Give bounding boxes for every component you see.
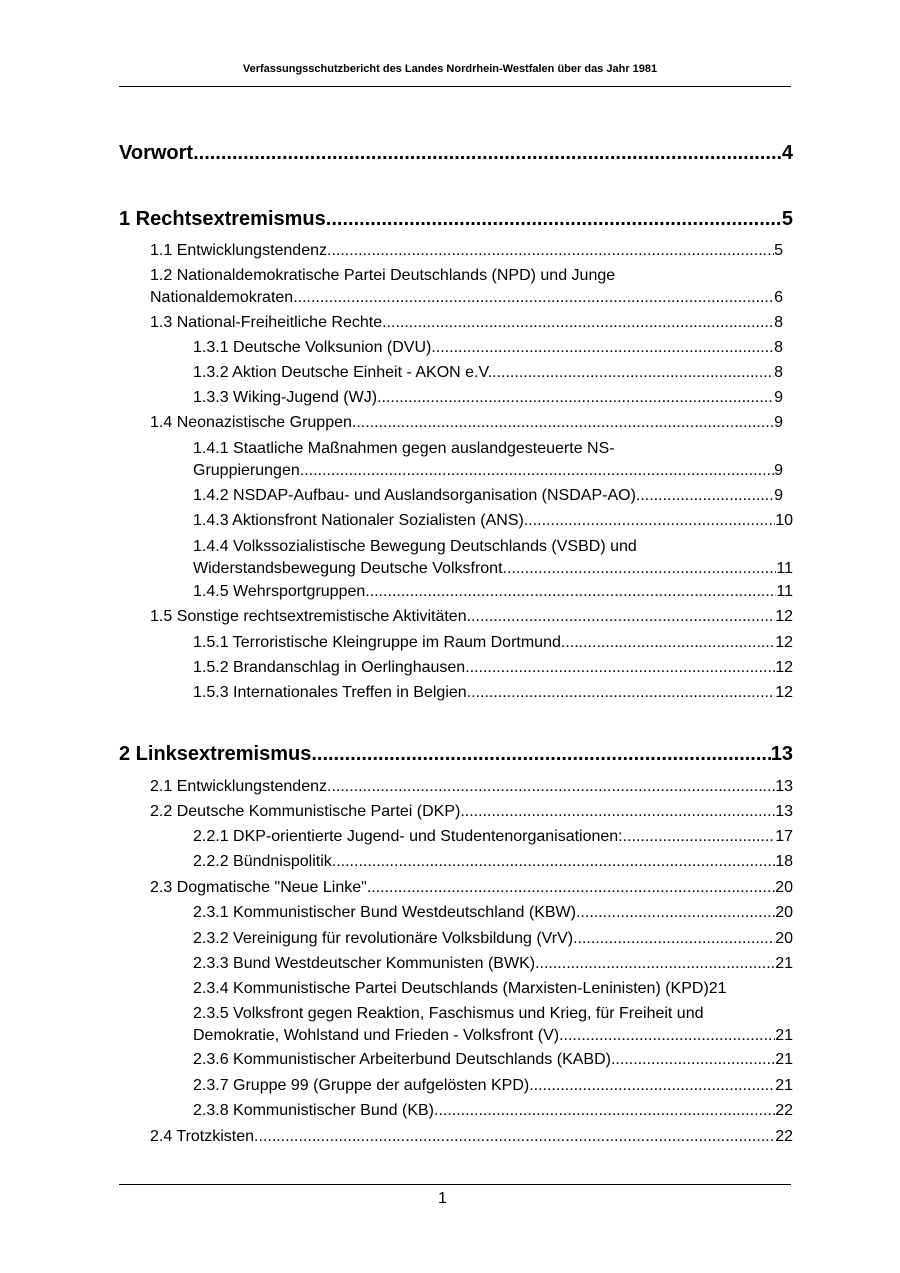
toc-entry-title: 1.5.2 Brandanschlag in Oerlinghausen bbox=[193, 659, 466, 676]
document-title: Verfassungsschutzbericht des Landes Nordrhein-Westfalen über das Jahr 1981 bbox=[242, 63, 658, 75]
toc-leader bbox=[332, 851, 775, 873]
toc-leader bbox=[561, 632, 775, 654]
toc-leader bbox=[293, 287, 774, 309]
toc-entry-1-3-2[interactable] bbox=[193, 362, 783, 384]
toc-leader bbox=[327, 240, 774, 262]
toc-entry-2-3[interactable] bbox=[150, 877, 793, 899]
toc-entry-2-3-5[interactable] bbox=[193, 1003, 793, 1047]
toc-page-number: 8 bbox=[774, 314, 783, 331]
toc-page-number: 10 bbox=[775, 512, 793, 529]
toc-entry-2-3-6[interactable] bbox=[193, 1049, 793, 1071]
toc-entry-1-4-4[interactable] bbox=[193, 536, 793, 580]
toc-entry-title: 2 Linksextremismus bbox=[119, 743, 312, 765]
toc-entry-2-3-8[interactable] bbox=[193, 1100, 793, 1122]
toc-leader bbox=[524, 510, 775, 532]
toc-leader bbox=[559, 1025, 775, 1047]
toc-entry-title: 2.2 Deutsche Kommunistische Partei (DKP) bbox=[150, 803, 461, 820]
toc-entry-title: 1.3.3 Wiking-Jugend (WJ) bbox=[193, 389, 378, 406]
toc-entry-title-line: 1.4.1 Staatliche Maßnahmen gegen auslandgesteuerte NS- bbox=[193, 440, 615, 457]
toc-entry-2-1[interactable] bbox=[150, 776, 793, 798]
toc-page-number: 22 bbox=[775, 1128, 793, 1145]
toc-entry-title: 1.4 Neonazistische Gruppen bbox=[150, 414, 352, 431]
toc-entry-1-3-3[interactable] bbox=[193, 387, 783, 409]
toc-entry-1-5[interactable] bbox=[150, 606, 793, 628]
page-number: 1 bbox=[438, 1190, 447, 1207]
toc-entry-1-4-5[interactable] bbox=[193, 581, 793, 603]
toc-leader bbox=[327, 776, 775, 798]
toc-page-number: 9 bbox=[774, 389, 783, 406]
toc-leader bbox=[636, 485, 774, 507]
toc-page-number: 9 bbox=[774, 487, 783, 504]
toc-entry-2-2[interactable] bbox=[150, 801, 793, 823]
toc-entry-title: 1.3 National-Freiheitliche Rechte bbox=[150, 314, 383, 331]
toc-page-number: 6 bbox=[774, 289, 783, 306]
toc-entry-title-line: 1.4.4 Volkssozialistische Bewegung Deutschlands (VSBD) und bbox=[193, 538, 637, 555]
toc-entry-title: 2.3.7 Gruppe 99 (Gruppe der aufgelösten KPD) bbox=[193, 1077, 530, 1094]
toc-entry-title: 1.4.2 NSDAP-Aufbau- und Auslandsorganisation (NSDAP-AO) bbox=[193, 487, 636, 504]
toc-leader bbox=[311, 742, 770, 766]
toc-leader bbox=[434, 1100, 775, 1122]
toc-entry-title: 2.4 Trotzkisten bbox=[150, 1128, 255, 1145]
toc-leader bbox=[460, 801, 775, 823]
toc-page-number: 8 bbox=[774, 339, 783, 356]
toc-page-number: 11 bbox=[776, 560, 793, 577]
toc-page-number: 21 bbox=[775, 1077, 793, 1094]
toc-page-number: 21 bbox=[708, 980, 727, 997]
toc-entry-title-line: 1.2 Nationaldemokratische Partei Deutschlands (NPD) und Junge bbox=[150, 267, 616, 284]
toc-entry-title: 1.4.5 Wehrsportgruppen bbox=[193, 583, 366, 600]
toc-page-number: 12 bbox=[775, 608, 793, 625]
toc-leader bbox=[576, 902, 775, 924]
toc-entry-1-2[interactable] bbox=[150, 265, 783, 309]
toc-page-number: 13 bbox=[775, 778, 793, 795]
toc-page-number: 11 bbox=[776, 583, 793, 600]
toc-leader bbox=[465, 657, 775, 679]
toc-entry-title: 1.5.3 Internationales Treffen in Belgien bbox=[193, 684, 467, 701]
toc-page-number: 21 bbox=[775, 1027, 793, 1044]
toc-leader bbox=[367, 877, 775, 899]
toc-entry-title: 1.3.1 Deutsche Volksunion (DVU) bbox=[193, 339, 432, 356]
toc-entry-1-1[interactable] bbox=[150, 240, 783, 262]
toc-entry-title: 2.3.2 Vereinigung für revolutionäre Volksbildung (VrV) bbox=[193, 930, 574, 947]
toc-entry-1-4-1[interactable] bbox=[193, 438, 783, 482]
toc-entry-1-5-3[interactable] bbox=[193, 682, 793, 704]
toc-page-number: 5 bbox=[774, 242, 783, 259]
toc-page-number: 13 bbox=[770, 743, 793, 765]
toc-leader bbox=[382, 312, 774, 334]
toc-entry-chapter-2[interactable] bbox=[119, 742, 793, 766]
toc-leader bbox=[623, 826, 776, 848]
toc-entry-title: 2.3.6 Kommunistischer Arbeiterbund Deutschlands (KABD) bbox=[193, 1051, 611, 1068]
toc-leader bbox=[365, 581, 776, 603]
toc-entry-title: 2.3.1 Kommunistischer Bund Westdeutschland (KBW) bbox=[193, 904, 576, 921]
toc-leader bbox=[573, 928, 775, 950]
toc-page-number: 12 bbox=[775, 634, 793, 651]
toc-leader bbox=[254, 1126, 775, 1148]
toc-entry-2-2-2[interactable] bbox=[193, 851, 793, 873]
toc-page-number: 21 bbox=[775, 955, 793, 972]
toc-entry-vorwort[interactable] bbox=[119, 141, 793, 165]
toc-page-number: 22 bbox=[775, 1102, 793, 1119]
toc-entry-1-4-3[interactable] bbox=[193, 510, 793, 532]
toc-leader bbox=[535, 953, 775, 975]
toc-leader bbox=[193, 141, 782, 165]
toc-entry-title: 2.3.8 Kommunistischer Bund (KB) bbox=[193, 1102, 434, 1119]
toc-page-number: 17 bbox=[775, 828, 793, 845]
toc-page-number: 8 bbox=[774, 364, 783, 381]
toc-entry-title: 2.2.1 DKP-orientierte Jugend- und Studentenorganisationen: bbox=[193, 828, 623, 845]
toc-entry-title-line: 2.3.5 Volksfront gegen Reaktion, Faschismus und Krieg, für Freiheit und bbox=[193, 1005, 704, 1022]
toc-entry-title: Gruppierungen bbox=[193, 462, 300, 479]
toc-entry-1-5-1[interactable] bbox=[193, 632, 793, 654]
toc-entry-1-4[interactable] bbox=[150, 412, 783, 434]
toc-page-number: 18 bbox=[775, 853, 793, 870]
toc-page-number: 4 bbox=[781, 142, 793, 164]
toc-leader bbox=[471, 606, 775, 628]
toc-entry-chapter-1[interactable] bbox=[119, 207, 793, 231]
toc-leader bbox=[377, 387, 774, 409]
toc-leader bbox=[467, 682, 776, 704]
toc-page-number: 12 bbox=[775, 684, 793, 701]
toc-entry-title: Vorwort bbox=[119, 142, 194, 164]
toc-page-number: 20 bbox=[775, 904, 793, 921]
toc-entry-2-3-1[interactable] bbox=[193, 902, 793, 924]
toc-entry-title: 2.3 Dogmatische "Neue Linke" bbox=[150, 879, 367, 896]
toc-entry-title: 1 Rechtsextremismus bbox=[119, 208, 326, 230]
toc-entry-2-2-1[interactable] bbox=[193, 826, 793, 848]
toc-leader bbox=[352, 412, 774, 434]
toc-entry-1-3-1[interactable] bbox=[193, 337, 783, 359]
toc-leader bbox=[529, 1075, 775, 1097]
toc-entry-2-3-4[interactable] bbox=[193, 978, 799, 1000]
toc-entry-2-3-7[interactable] bbox=[193, 1075, 793, 1097]
toc-entry-1-4-2[interactable] bbox=[193, 485, 783, 507]
toc-entry-title: Nationaldemokraten bbox=[150, 289, 294, 306]
toc-page-number: 13 bbox=[775, 803, 793, 820]
toc-entry-title: Widerstandsbewegung Deutsche Volksfront bbox=[193, 560, 503, 577]
toc-entry-title: 1.5 Sonstige rechtsextremistische Aktivitäten. bbox=[150, 608, 472, 625]
toc-entry-title: Demokratie, Wohlstand und Frieden - Volksfront (V) bbox=[193, 1027, 560, 1044]
toc-leader bbox=[326, 207, 782, 231]
toc-entry-title: 2.1 Entwicklungstendenz bbox=[150, 778, 327, 795]
toc-page-number: 9 bbox=[774, 414, 783, 431]
toc-entry-title: 1.3.2 Aktion Deutsche Einheit - AKON e.V. bbox=[193, 364, 493, 381]
toc-page-number: 20 bbox=[775, 930, 793, 947]
toc-entry-1-3[interactable] bbox=[150, 312, 783, 334]
toc-page-number: 5 bbox=[781, 208, 793, 230]
toc-entry-title: 2.3.3 Bund Westdeutscher Kommunisten (BWK) bbox=[193, 955, 536, 972]
toc-entry-1-5-2[interactable] bbox=[193, 657, 793, 679]
toc-leader bbox=[611, 1049, 775, 1071]
toc-entry-title: 1.4.3 Aktionsfront Nationaler Sozialisten (ANS) bbox=[193, 512, 524, 529]
toc-entry-title: 1.5.1 Terroristische Kleingruppe im Raum Dortmund bbox=[193, 634, 561, 651]
toc-leader bbox=[431, 337, 774, 359]
toc-entry-2-4[interactable] bbox=[150, 1126, 793, 1148]
toc-page-number: 9 bbox=[774, 462, 783, 479]
toc-leader bbox=[492, 362, 774, 384]
toc-entry-2-3-3[interactable] bbox=[193, 953, 793, 975]
toc-leader bbox=[503, 558, 777, 580]
toc-page-number: 12 bbox=[775, 659, 793, 676]
toc-entry-2-3-2[interactable] bbox=[193, 928, 793, 950]
toc-leader bbox=[300, 460, 774, 482]
footer-divider bbox=[119, 1184, 791, 1185]
toc-entry-title: 2.3.4 Kommunistische Partei Deutschlands (Marxisten-Leninisten) (KPD) bbox=[193, 980, 709, 997]
toc-page-number: 21 bbox=[775, 1051, 793, 1068]
toc-entry-title: 1.1 Entwicklungstendenz bbox=[150, 242, 327, 259]
toc-page-number: 20 bbox=[775, 879, 793, 896]
toc-entry-title: 2.2.2 Bündnispolitik bbox=[193, 853, 332, 870]
